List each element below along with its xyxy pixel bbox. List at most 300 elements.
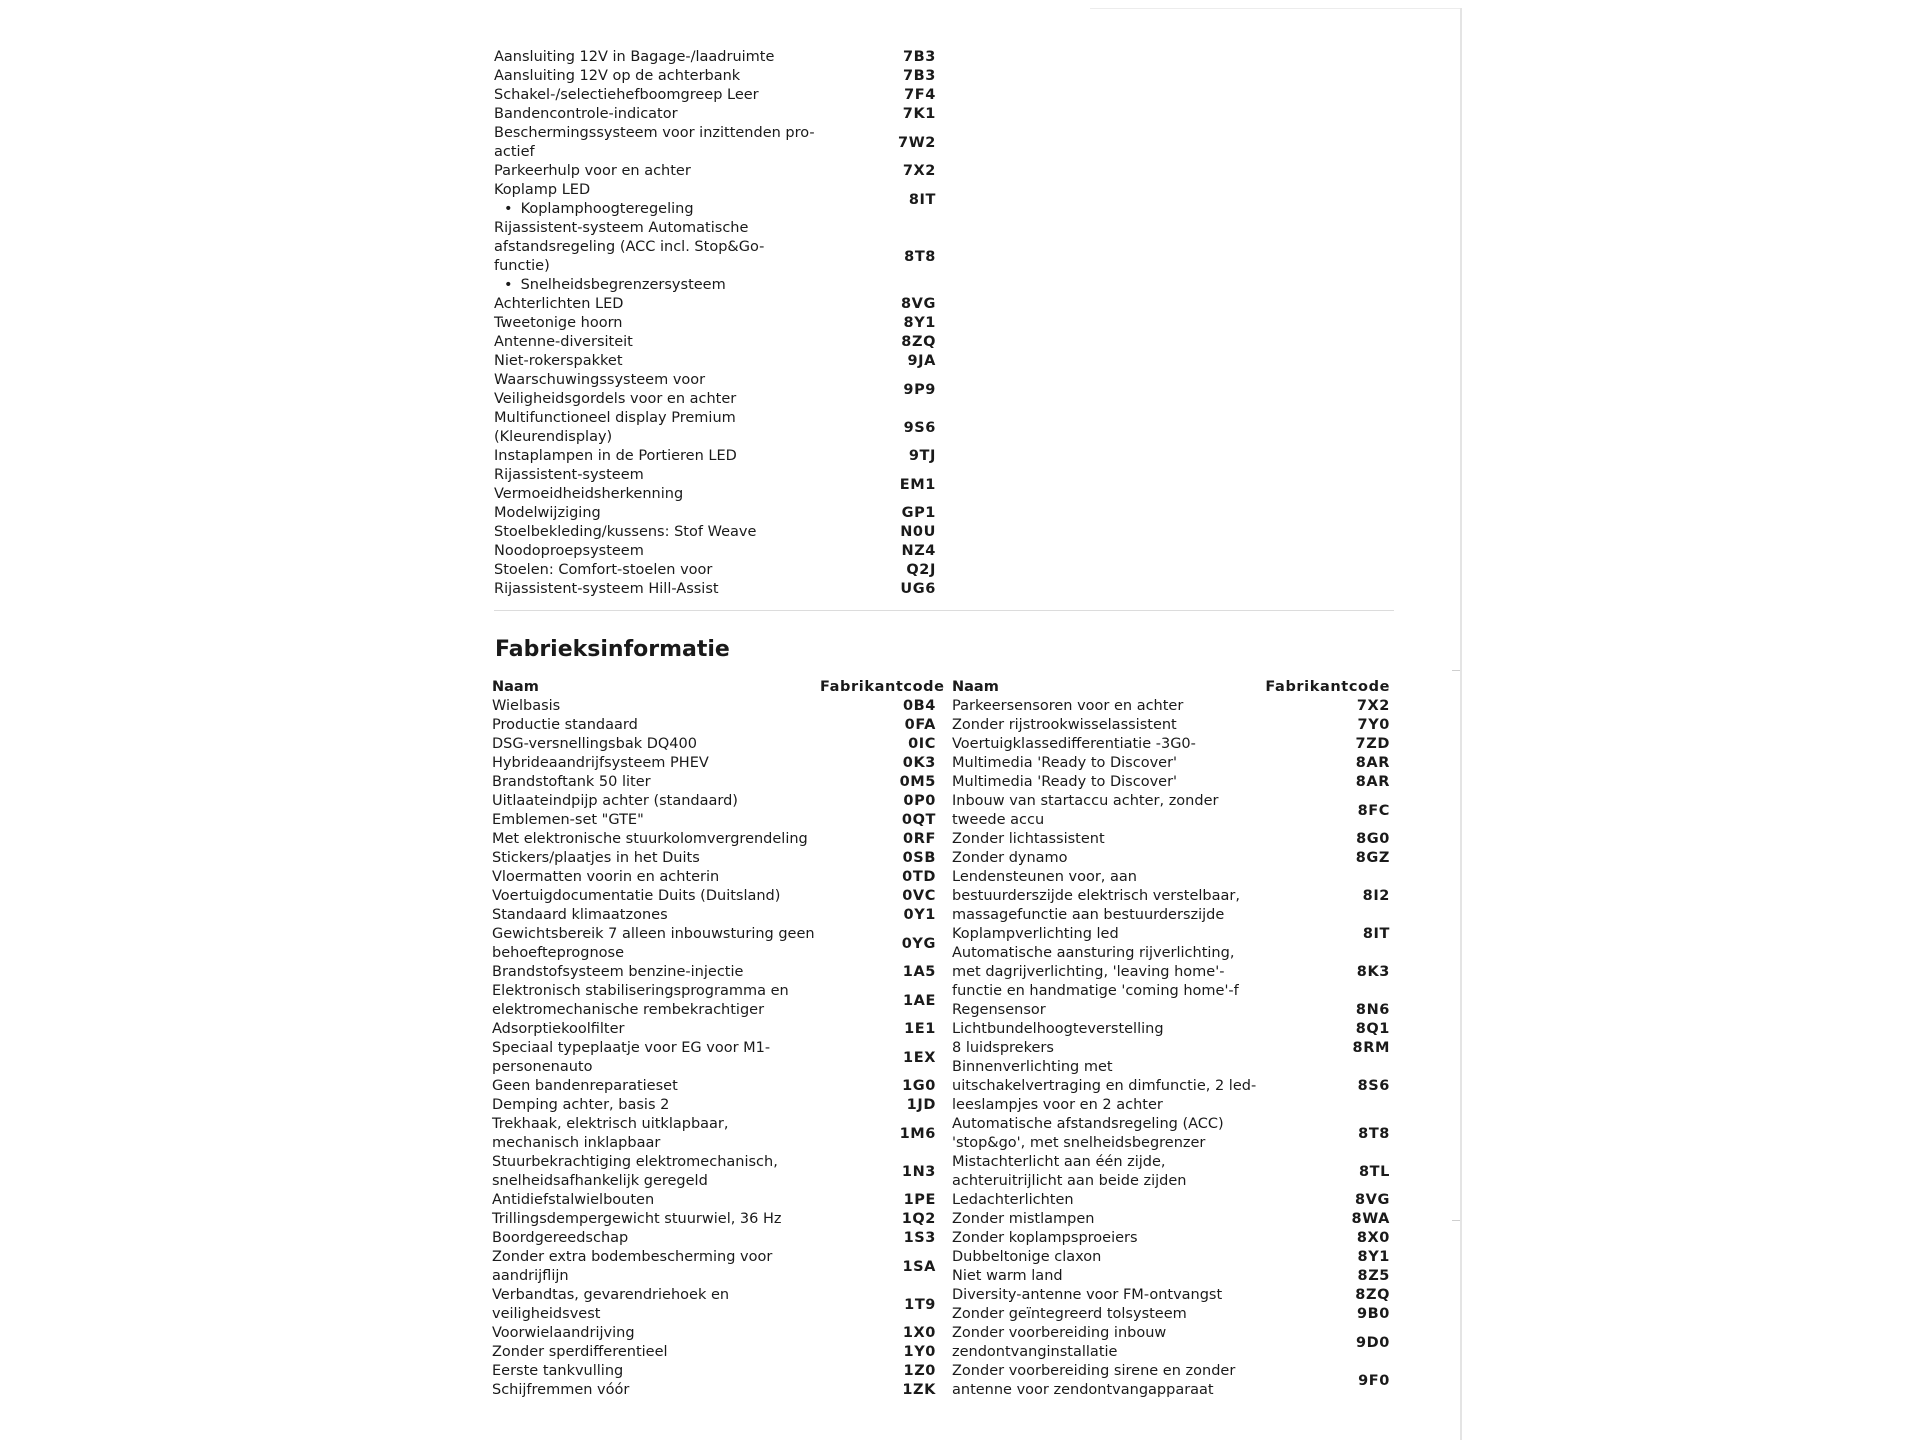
item-name: [492, 792, 820, 811]
table-row: [492, 868, 938, 887]
item-name-line: 'stop&go', met snelheidsbegrenzer: [952, 1135, 1206, 1151]
table-row: [492, 887, 938, 906]
table-row: [492, 735, 938, 754]
item-bullet: • Koplamphoogteregeling: [494, 200, 824, 219]
item-name: [952, 925, 1260, 944]
item-code: 1S3: [903, 1230, 936, 1246]
item-name-line: Mistachterlicht aan één zijde,: [952, 1154, 1166, 1170]
table-row: [952, 1210, 1392, 1229]
item-name-line: Aansluiting 12V op de achterbank: [494, 68, 741, 84]
item-name: [952, 1001, 1260, 1020]
item-name-line: tweede accu: [952, 812, 1045, 828]
table-row: [492, 1286, 938, 1324]
table-row: [492, 792, 938, 811]
item-name-line: Multimedia 'Ready to Discover': [952, 755, 1178, 771]
table-row: [952, 716, 1392, 735]
item-name: [952, 1324, 1260, 1362]
item-name: [952, 1267, 1260, 1286]
item-name-line: Voertuigklassedifferentiatie -3G0-: [952, 736, 1196, 752]
item-code: 7B3: [902, 49, 936, 65]
item-code: 0Y1: [903, 907, 936, 923]
table-row: [952, 792, 1392, 830]
item-name: [952, 830, 1260, 849]
table-row: [492, 1039, 938, 1077]
table-row: [952, 1286, 1392, 1305]
item-name-line: Multimedia 'Ready to Discover': [952, 774, 1178, 790]
item-name: [952, 1305, 1260, 1324]
column-header-code: Fabrikantcode: [820, 679, 945, 695]
item-name: [494, 181, 824, 219]
table-row: [952, 1191, 1392, 1210]
item-name-line: Ledachterlichten: [952, 1192, 1074, 1208]
margin-tick: [1452, 670, 1460, 671]
table-row: [494, 105, 938, 124]
item-name-line: Zonder lichtassistent: [952, 831, 1105, 847]
item-name: [952, 1115, 1260, 1153]
item-name: [952, 849, 1260, 868]
item-name: [492, 1115, 820, 1153]
item-name: [494, 561, 824, 580]
item-name: [952, 1020, 1260, 1039]
table-row: [952, 1020, 1392, 1039]
table-row: [494, 542, 938, 561]
item-name: [492, 906, 820, 925]
item-code: 7B3: [902, 68, 936, 84]
item-name-line: met dagrijverlichting, 'leaving home'-: [952, 964, 1225, 980]
item-name-line: Koplamp LED: [494, 182, 591, 198]
item-name-line: mechanisch inklapbaar: [492, 1135, 661, 1151]
item-name-line: Zonder voorbereiding inbouw: [952, 1325, 1167, 1341]
item-name: [952, 1286, 1260, 1305]
item-name-line: Waarschuwingssysteem voor: [494, 372, 706, 388]
item-name-line: 8 luidsprekers: [952, 1040, 1054, 1056]
table-row: [952, 1362, 1392, 1400]
item-name: [494, 447, 824, 466]
item-name-line: Elektronisch stabiliseringsprogramma en: [492, 983, 789, 999]
item-name: [492, 963, 820, 982]
item-name-line: actief: [494, 144, 535, 160]
item-code: 0RF: [903, 831, 936, 847]
item-code: 0VC: [902, 888, 936, 904]
item-name-line: Veiligheidsgordels voor en achter: [494, 391, 737, 407]
item-name: [952, 944, 1260, 1001]
item-name-line: Rijassistent-systeem: [494, 467, 644, 483]
table-row: [494, 181, 938, 219]
item-name-line: Geen bandenreparatieset: [492, 1078, 678, 1094]
item-code: 8S6: [1357, 1078, 1390, 1094]
item-name: [494, 466, 824, 504]
table-row: [952, 849, 1392, 868]
item-name-line: behoefteprognose: [492, 945, 625, 961]
item-code: 8Q1: [1355, 1021, 1390, 1037]
item-code: 7ZD: [1355, 736, 1390, 752]
table-row: [494, 504, 938, 523]
item-name-line: Rijassistent-systeem Automatische: [494, 220, 749, 236]
table-row: [952, 868, 1392, 925]
item-code: 7X2: [1356, 698, 1390, 714]
item-name-line: Automatische afstandsregeling (ACC): [952, 1116, 1224, 1132]
item-name: [494, 314, 824, 333]
item-name-line: Eerste tankvulling: [492, 1363, 624, 1379]
item-name-line: Modelwijziging: [494, 505, 601, 521]
item-code: 8TL: [1358, 1163, 1390, 1180]
factory-table-left: [492, 678, 945, 1400]
item-name-line: Parkeersensoren voor en achter: [952, 698, 1184, 714]
table-row: [494, 48, 938, 67]
item-name-line: bestuurderszijde elektrisch verstelbaar,: [952, 888, 1240, 904]
item-name: [494, 105, 824, 124]
table-row: [492, 716, 938, 735]
item-name-line: Schijfremmen vóór: [492, 1382, 630, 1398]
item-name-line: Diversity-antenne voor FM-ontvangst: [952, 1287, 1223, 1303]
item-name-line: aandrijflijn: [492, 1268, 569, 1284]
item-name: [492, 716, 820, 735]
table-row: [492, 963, 938, 982]
item-name: [492, 849, 820, 868]
table-row: [952, 1267, 1392, 1286]
table-row: [952, 754, 1392, 773]
item-code: 9TJ: [908, 448, 936, 464]
top-edge-line: [1090, 8, 1460, 9]
item-name-line: Speciaal typeplaatje voor EG voor M1-: [492, 1040, 771, 1056]
item-name-line: functie en handmatige 'coming home'-f: [952, 983, 1239, 999]
item-name: [492, 1229, 820, 1248]
item-code: 1E1: [904, 1021, 936, 1037]
item-name: [494, 504, 824, 523]
column-header-name: Naam: [952, 679, 999, 695]
item-code: 0TD: [902, 869, 936, 885]
table-row: [494, 162, 938, 181]
item-code: 0SB: [902, 850, 936, 866]
item-name-line: Antenne-diversiteit: [494, 334, 633, 350]
item-name-line: Vloermatten voorin en achterin: [492, 869, 720, 885]
item-code: 1T9: [904, 1296, 936, 1313]
item-name: [492, 1248, 820, 1286]
item-code: 1Y0: [903, 1344, 936, 1360]
item-name: [492, 1381, 820, 1400]
section-title: Fabrieksinformatie: [495, 637, 730, 662]
item-name: [952, 1248, 1260, 1267]
item-name-line: Gewichtsbereik 7 alleen inbouwsturing geen: [492, 926, 815, 942]
item-name: [492, 982, 820, 1020]
item-name-line: Brandstoftank 50 liter: [492, 774, 651, 790]
item-code: 7F4: [904, 87, 936, 103]
item-code: 9P9: [903, 381, 936, 398]
item-code: 0IC: [908, 736, 936, 752]
item-name-line: Rijassistent-systeem Hill-Assist: [494, 581, 719, 597]
table-row: [952, 1248, 1392, 1267]
item-code: 8AR: [1355, 774, 1390, 790]
item-code: 9B0: [1356, 1306, 1390, 1322]
table-row: [494, 447, 938, 466]
table-row: [952, 925, 1392, 944]
item-name: [492, 1343, 820, 1362]
table-row: [952, 1039, 1392, 1058]
item-name: [494, 86, 824, 105]
item-name: [492, 735, 820, 754]
item-name-line: Zonder koplampsproeiers: [952, 1230, 1138, 1246]
item-name: [492, 1153, 820, 1191]
item-code: 8GZ: [1355, 850, 1390, 866]
item-name: [492, 1324, 820, 1343]
table-row: [952, 1001, 1392, 1020]
table-row: [952, 1115, 1392, 1153]
item-name-line: Wielbasis: [492, 698, 561, 714]
item-code: 8AR: [1355, 755, 1390, 771]
item-name: [952, 697, 1260, 716]
table-row: [952, 1153, 1392, 1191]
item-name: [492, 1286, 820, 1324]
item-code: EM1: [899, 476, 936, 493]
item-code: Q2J: [906, 562, 936, 578]
item-code: 8Y1: [1357, 1249, 1390, 1265]
item-name-line: Stoelbekleding/kussens: Stof Weave: [494, 524, 757, 540]
item-name-line: Zonder geïntegreerd tolsysteem: [952, 1306, 1187, 1322]
table-row: [494, 333, 938, 352]
item-code: 8K3: [1356, 964, 1390, 980]
table-row: [492, 982, 938, 1020]
item-name: [494, 409, 824, 447]
item-name: [952, 868, 1260, 925]
item-code: 8T8: [1358, 1125, 1390, 1142]
table-row: [492, 830, 938, 849]
item-name: [494, 219, 824, 295]
item-name-line: DSG-versnellingsbak DQ400: [492, 736, 697, 752]
item-code: 9S6: [903, 419, 936, 436]
item-name-line: antenne voor zendontvangapparaat: [952, 1382, 1214, 1398]
item-name: [952, 792, 1260, 830]
item-name: [492, 925, 820, 963]
table-row: [492, 1248, 938, 1286]
page-edge: [1460, 8, 1462, 1440]
item-code: 1Q2: [901, 1211, 936, 1227]
table-row: [494, 409, 938, 447]
table-header-row: [952, 678, 1392, 697]
margin-tick: [1452, 1220, 1460, 1221]
table-row: [494, 352, 938, 371]
item-name-line: Zonder sperdifferentieel: [492, 1344, 668, 1360]
item-name: [492, 1039, 820, 1077]
table-row: [952, 1305, 1392, 1324]
item-name-line: Hybrideaandrijfsysteem PHEV: [492, 755, 709, 771]
table-row: [494, 314, 938, 333]
table-row: [492, 811, 938, 830]
item-code: 1JD: [906, 1097, 936, 1113]
item-name-line: Schakel-/selectiehefboomgreep Leer: [494, 87, 759, 103]
item-name: [494, 580, 824, 599]
table-row: [952, 1324, 1392, 1362]
item-code: 9F0: [1358, 1372, 1390, 1389]
item-name-line: Bandencontrole-indicator: [494, 106, 678, 122]
item-name: [494, 67, 824, 86]
item-name-line: Stuurbekrachtiging elektromechanisch,: [492, 1154, 778, 1170]
item-name: [492, 754, 820, 773]
table-row: [492, 1115, 938, 1153]
item-name-line: Achterlichten LED: [494, 296, 624, 312]
item-code: 0K3: [902, 755, 936, 771]
item-name: [494, 295, 824, 314]
item-name-line: Emblemen-set "GTE": [492, 812, 644, 828]
item-code: 0YG: [901, 935, 936, 952]
item-code: GP1: [901, 505, 936, 521]
item-name-line: zendontvanginstallatie: [952, 1344, 1118, 1360]
item-name: [494, 162, 824, 181]
item-code: 8I2: [1362, 888, 1390, 904]
item-code: 8Y1: [903, 315, 936, 331]
item-name-line: Lichtbundelhoogteverstelling: [952, 1021, 1164, 1037]
table-row: [952, 773, 1392, 792]
item-code: 8ZQ: [901, 334, 936, 350]
item-name-line: Noodoproepsysteem: [494, 543, 644, 559]
item-name: [492, 1191, 820, 1210]
item-name: [492, 1020, 820, 1039]
item-name: [494, 542, 824, 561]
item-name-line: Instaplampen in de Portieren LED: [494, 448, 737, 464]
item-name-line: Uitlaateindpijp achter (standaard): [492, 793, 738, 809]
item-name-line: Binnenverlichting met: [952, 1059, 1113, 1075]
item-code: 8T8: [904, 248, 936, 265]
table-row: [494, 124, 938, 162]
item-name-line: Boordgereedschap: [492, 1230, 629, 1246]
item-name: [492, 1362, 820, 1381]
item-name: [952, 1058, 1260, 1115]
item-name-line: Productie standaard: [492, 717, 638, 733]
item-name-line: Demping achter, basis 2: [492, 1097, 670, 1113]
item-name-line: Koplampverlichting led: [952, 926, 1119, 942]
item-name-line: Stoelen: Comfort-stoelen voor: [494, 562, 713, 578]
factory-table-right: [952, 678, 1392, 1400]
item-name: [492, 1096, 820, 1115]
item-name: [952, 1362, 1260, 1400]
item-code: 1G0: [902, 1078, 936, 1094]
item-name: [952, 735, 1260, 754]
item-code: 9D0: [1355, 1334, 1390, 1351]
item-name: [952, 1210, 1260, 1229]
item-name-line: Trillingsdempergewicht stuurwiel, 36 Hz: [492, 1211, 782, 1227]
table-row: [492, 697, 938, 716]
item-code: 8Z5: [1357, 1268, 1390, 1284]
table-row: [494, 580, 938, 599]
item-code: 1ZK: [902, 1382, 936, 1398]
item-name-line: Niet warm land: [952, 1268, 1063, 1284]
item-name: [494, 523, 824, 542]
table-row: [492, 849, 938, 868]
table-row: [494, 295, 938, 314]
table-row: [492, 1324, 938, 1343]
item-code: 8N6: [1355, 1002, 1390, 1018]
item-code: 8WA: [1351, 1211, 1390, 1227]
item-name-line: Zonder rijstrookwisselassistent: [952, 717, 1177, 733]
item-name-line: personenauto: [492, 1059, 593, 1075]
item-code: 0FA: [904, 717, 936, 733]
table-row: [494, 67, 938, 86]
item-name-line: Stickers/plaatjes in het Duits: [492, 850, 700, 866]
item-name-line: massagefunctie aan bestuurderszijde: [952, 907, 1225, 923]
item-name-line: veiligheidsvest: [492, 1306, 601, 1322]
item-name: [492, 1210, 820, 1229]
table-row: [492, 1191, 938, 1210]
item-name: [492, 773, 820, 792]
item-name-line: Standaard klimaatzones: [492, 907, 668, 923]
item-name: [952, 716, 1260, 735]
item-name-line: Multifunctioneel display Premium: [494, 410, 736, 426]
item-name-line: Brandstofsysteem benzine-injectie: [492, 964, 744, 980]
table-row: [492, 1210, 938, 1229]
table-row: [494, 86, 938, 105]
item-name: [952, 754, 1260, 773]
table-row: [492, 1077, 938, 1096]
item-name: [492, 1077, 820, 1096]
table-row: [494, 561, 938, 580]
item-name: [952, 1039, 1260, 1058]
item-name-line: Voorwielaandrijving: [492, 1325, 635, 1341]
item-code: 7Y0: [1357, 717, 1390, 733]
item-name-line: Vermoeidheidsherkenning: [494, 486, 684, 502]
item-code: 0M5: [899, 774, 936, 790]
item-name: [952, 773, 1260, 792]
table-row: [492, 925, 938, 963]
item-name-line: Zonder dynamo: [952, 850, 1068, 866]
table-row: [952, 944, 1392, 1001]
item-name-line: Met elektronische stuurkolomvergrendeling: [492, 831, 808, 847]
item-code: 8X0: [1356, 1230, 1390, 1246]
item-name-line: uitschakelvertraging en dimfunctie, 2 led-: [952, 1078, 1257, 1094]
item-name-line: Antidiefstalwielbouten: [492, 1192, 655, 1208]
item-code: 8IT: [908, 191, 936, 208]
item-name-line: Lendensteunen voor, aan: [952, 869, 1137, 885]
item-name: [494, 124, 824, 162]
table-row: [492, 906, 938, 925]
item-code: 8VG: [1354, 1192, 1390, 1208]
item-code: NZ4: [901, 543, 936, 559]
item-code: 8RM: [1352, 1040, 1390, 1056]
table-row: [492, 1020, 938, 1039]
table-row: [494, 219, 938, 295]
item-name-line: Inbouw van startaccu achter, zonder: [952, 793, 1219, 809]
item-name-line: Automatische aansturing rijverlichting,: [952, 945, 1235, 961]
item-code: 1AE: [902, 992, 936, 1009]
item-code: 1X0: [902, 1325, 936, 1341]
table-header-row: [492, 678, 938, 697]
table-row: [492, 1096, 938, 1115]
table-row: [952, 1229, 1392, 1248]
item-name-line: Dubbeltonige claxon: [952, 1249, 1102, 1265]
item-code: 8G0: [1356, 831, 1390, 847]
table-row: [494, 371, 938, 409]
item-code: 7W2: [898, 134, 936, 151]
item-code: UG6: [900, 581, 936, 597]
item-name-line: snelheidsafhankelijk geregeld: [492, 1173, 708, 1189]
item-name: [952, 1191, 1260, 1210]
column-header-name: Naam: [492, 679, 539, 695]
item-name-line: Parkeerhulp voor en achter: [494, 163, 691, 179]
item-code: 8FC: [1357, 802, 1390, 819]
item-code: 7X2: [902, 163, 936, 179]
item-code: 0QT: [901, 812, 936, 828]
item-name: [952, 1229, 1260, 1248]
table-row: [952, 830, 1392, 849]
item-code: 1N3: [901, 1163, 936, 1180]
item-code: 1Z0: [903, 1363, 936, 1379]
item-name-line: Beschermingssysteem voor inzittenden pro-: [494, 125, 815, 141]
item-name-line: Zonder mistlampen: [952, 1211, 1095, 1227]
item-code: 1PE: [903, 1192, 936, 1208]
item-name-line: Niet-rokerspakket: [494, 353, 623, 369]
item-code: 1SA: [902, 1258, 936, 1275]
item-name-line: Zonder extra bodembescherming voor: [492, 1249, 773, 1265]
item-code: 7K1: [902, 106, 936, 122]
item-name: [494, 48, 824, 67]
